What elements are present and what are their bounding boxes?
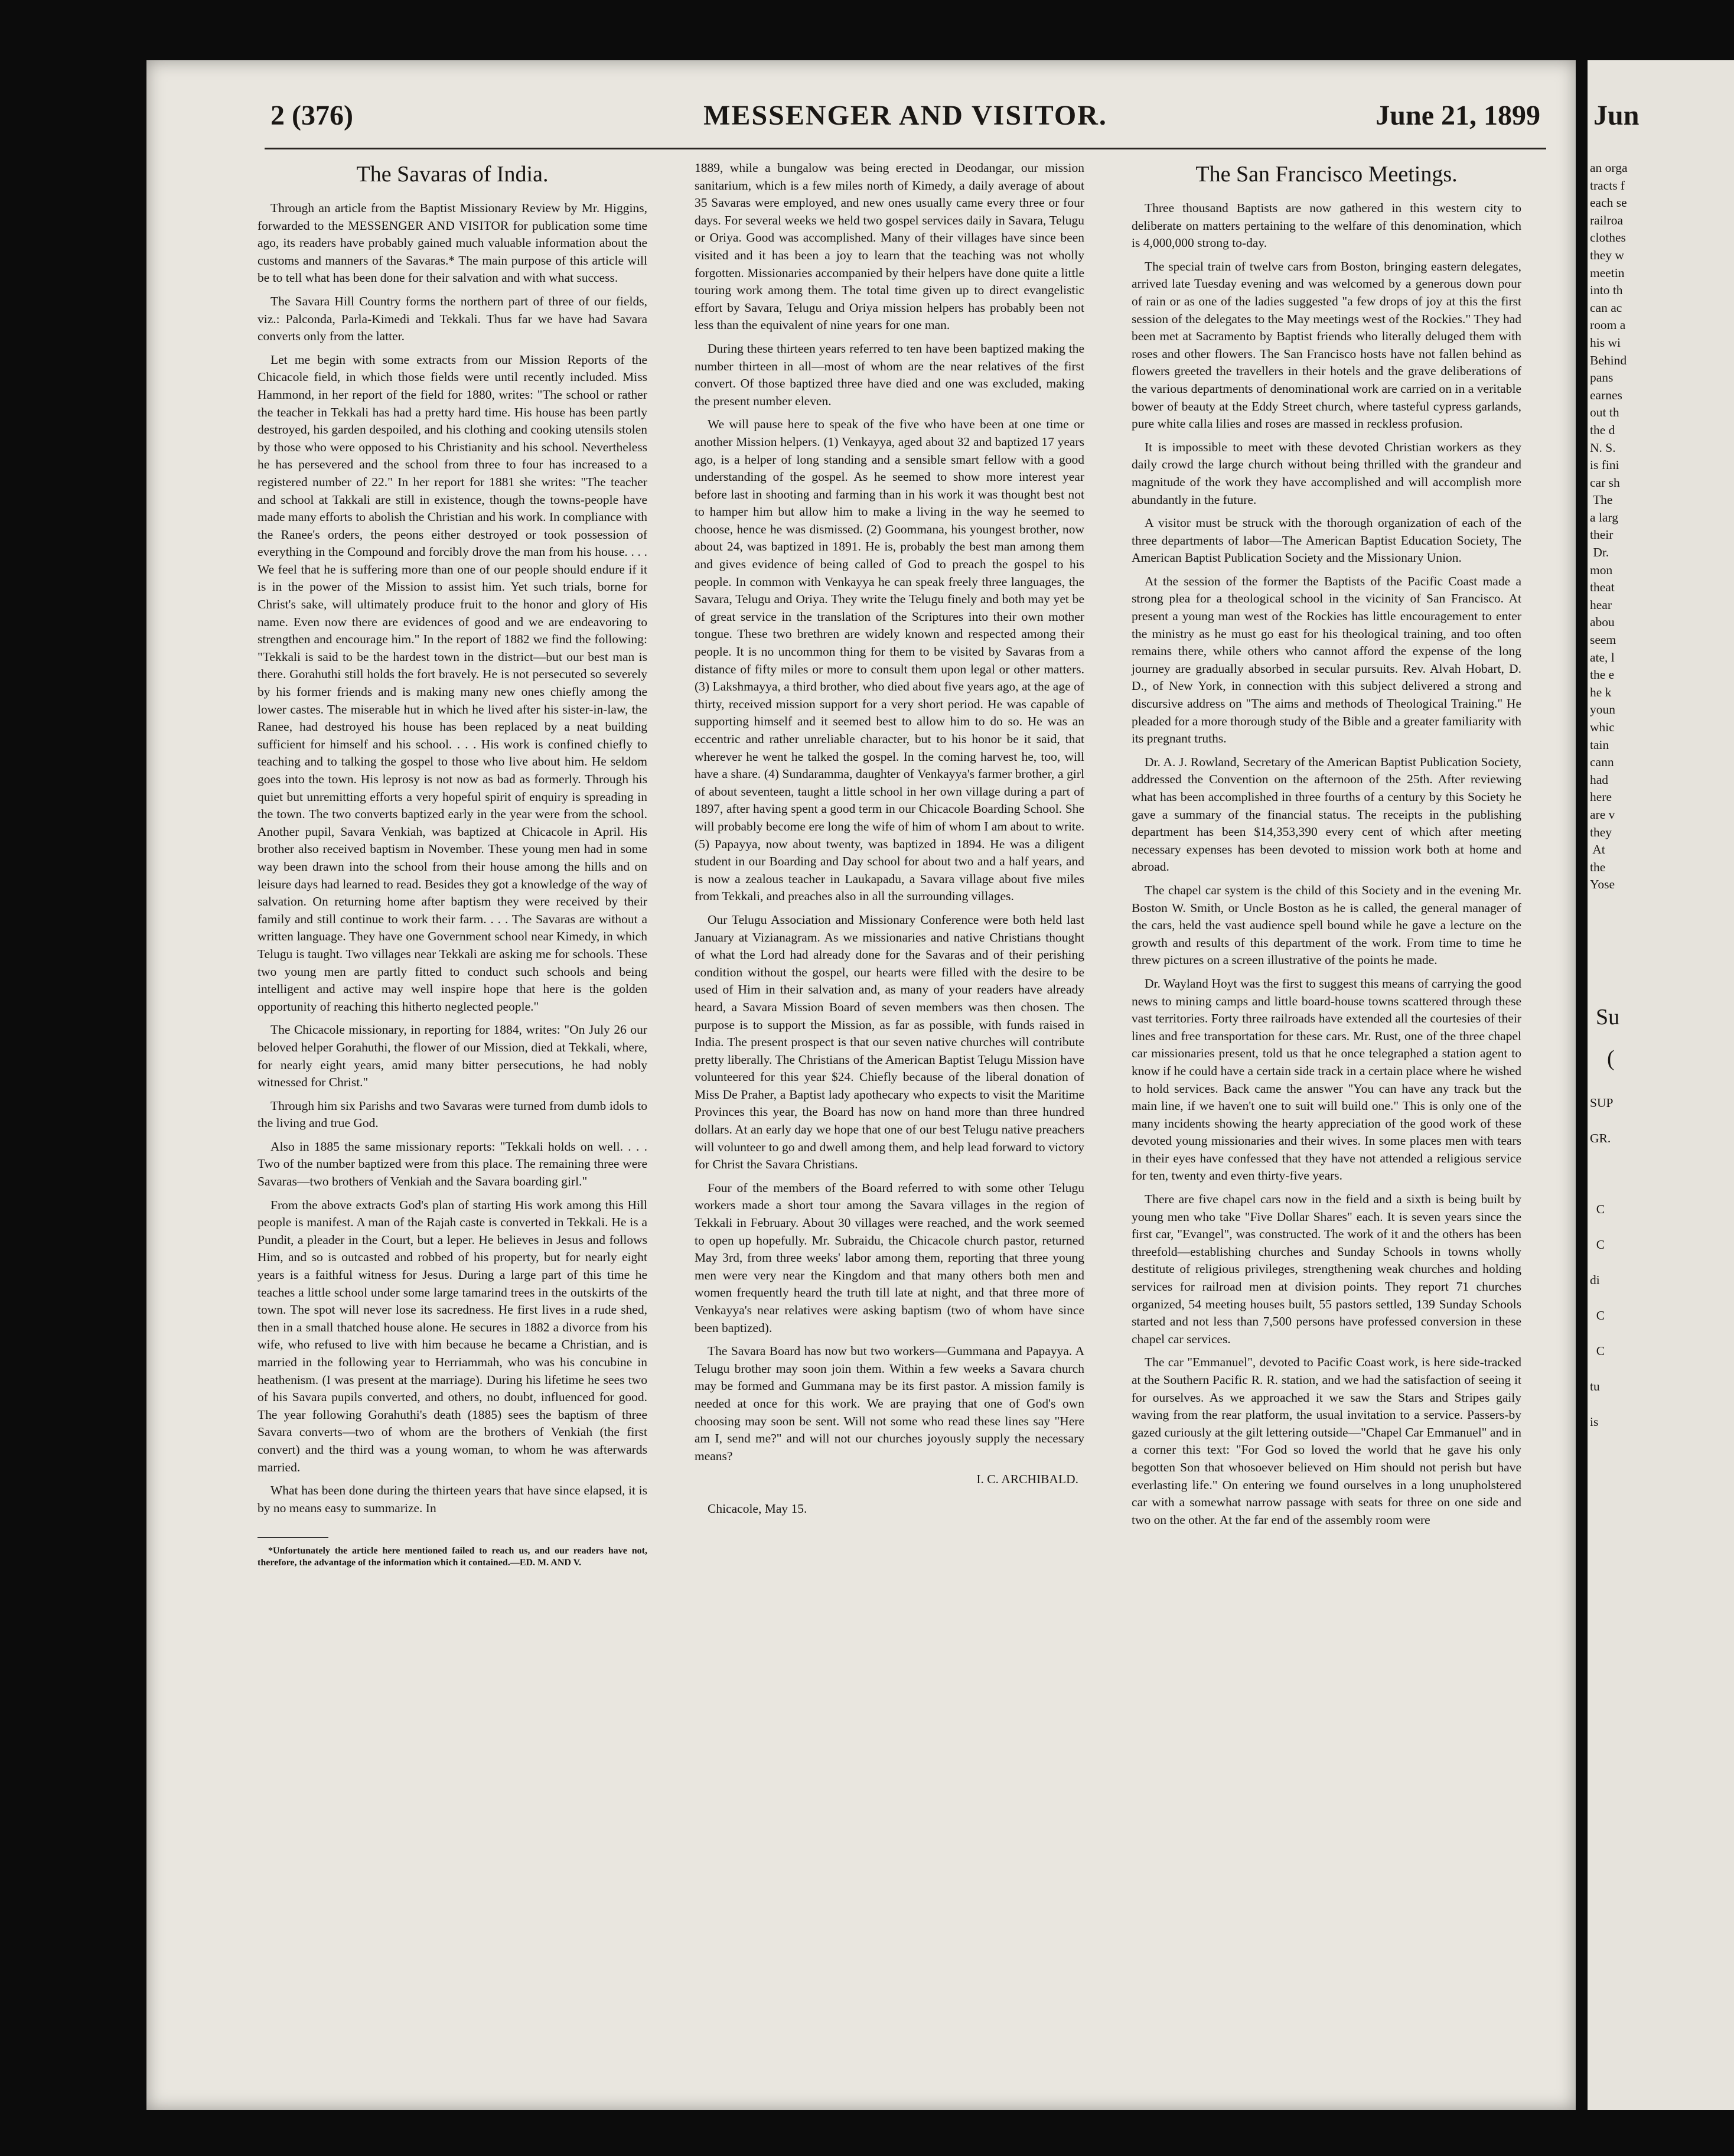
paragraph: Four of the members of the Board referred to with some other Telugu workers made a short tour among the Savara villages in the region of Tekkali in February. About 30 villages were reached, and the work seemed to open up hopefully. Mr. Subraidu, the Chicacole church pastor, returned May 3rd, from three weeks' labor among them, reporting that three young men were very near the Kingdom and that many others both men and women frequently heard the truth till late at night, and that three more of Venkayya's near relatives were asking baptism (two of whom have since been baptized). — [695, 1180, 1084, 1335]
paragraph: Through him six Parishs and two Savaras were turned from dumb idols to the living and true God. — [258, 1098, 647, 1131]
paragraph: Let me begin with some extracts from our Mission Reports of the Chicacole field, in which those fields were until recently included. Miss Hammond, in her report of the field for 1880, writes: "The school or rather the teacher in Tekkali has had a pretty hard time. His house has been partly destroyed, his garden despoiled, and his clothing and cooking utensils stolen by those who were opposed to his Christianity and his school. Nevertheless he has persevered and the school from three to four has increased to a registered number of 22." In her report for 1881 she writes: "The teacher and school at Takkali are still in existence, though the towns-people have made many efforts to abolish the Christian and his work. In compliance with the Ranee's orders, the peons either destroyed or took possession of everything in the Compound and forcibly drove the man from his house. . . . We feel that he is suffering more than one of our people should endure if it is in the power of the Mission to assist him. Yet such trials, borne for Christ's sake, will ultimately produce fruit to the honor and glory of His name. Even now there are evidences of good and we are endeavoring to strengthen and encourage him." In the report of 1882 we find the following: "Tekkali is said to be the hardest town in the district—but our best man is there. Gorahuthi still holds the fort bravely. He is not persecuted so severely by his former friends and is making many new ones chiefly among the lower castes. The miserable hut in which he lived after his sister-in-law, the Ranee, had destroyed his house has been replaced by a neat building sufficient for himself and his school. . . . His work is confined chiefly to teaching and to talking the gospel to those who live about him. He seldom goes into the town. His leprosy is not now as bad as formerly. Through his quiet but unremitting efforts a very hopeful spirit of enquiry is spreading in the town. The two converts baptized early in the year were from the school. Another pupil, Savara Venkiah, was baptized at Chicacole in April. His brother also received baptism in November. These young men had in some way been drawn into the school from their house among the hills and on leisure days had learned to read. Besides they got a knowledge of the way of salvation. On returning home after baptism they were received by their family and still continue to work their farm. . . . The Savaras are without a written language. They have one Government school near Kimedy, in which Telugu is taught. Two villages near Tekkali are asking me for schools. These two young men are partly fitted to conduct such schools and being intelligent and active may well inspire hope that here is the golden opportunity of reaching this hitherto neglected people." — [258, 352, 647, 1014]
paragraph: 1889, while a bungalow was being erected in Deodangar, our mission sanitarium, which is a few miles north of Kimedy, a daily average of about 35 Savaras were employed, and new ones usually came every three or four days. For several weeks we held two gospel services daily in Savara, Telugu or Oriya. Good was accomplished. Many of their villages have since been visited and it has been a joy to learn that the teaching was not wholly forgotten. Missionaries accompanied by their helpers have done quite a little touring work among them. The total time given up to direct evangelistic effort by Savara, Telugu and Oriya mission helpers has probably been not less than the equivalent of nine years for one man. — [695, 161, 1084, 333]
adjacent-page-text: an orga tracts f each se railroa clothes they w meetin into th can ac room a his wi Behind pans earnes out th the d N. S. is fini car sh The a larg their Dr. mon theat hear abou seem ate, l the e he k youn whic tain cann had here are v they At the Yose — [1590, 161, 1628, 892]
paragraph: From the above extracts God's plan of starting His work among this Hill people is manifest. A man of the Rajah caste is converted in Tekkali. He is a Pundit, a pleader in the Court, but a leper. He believes in Jesus and follows Him, and so is outcasted and robbed of his property, but for nearly eight years is a faithful witness for Jesus. During a large part of this time he teaches a little school under some large tamarind trees in the outskirts of the town. The spot will never lose its sacredness. He first lives in a rude shed, then in a small thatched house alone. He secures in 1882 a divorce from his wife, who refused to live with him because he became a Christian, and is married in the following year to Herriammah, who was his concubine in heathenism. (I was present at the marriage). During his lifetime he sees two of his Savara pupils converted, and others, no doubt, influenced for good. The year following Gorahuthi's death (1885) sees the baptism of three Savara converts—two of whom are the brothers of Venkiah (the first convert) and the third was a young woman, to whom he was afterwards married. — [258, 1197, 647, 1474]
footnote-rule — [258, 1537, 328, 1538]
article-title: The Savaras of India. — [356, 162, 549, 187]
paragraph: The Chicacole missionary, in reporting for 1884, writes: "On July 26 our beloved helper Gorahuthi, the flower of our Mission, died at Tekkali, where, for nearly eight years, amid many bitter persecutions, he had nobly witnessed for Christ." — [258, 1022, 647, 1090]
paper-title: MESSENGER AND VISITOR. — [703, 100, 1107, 131]
paragraph: It is impossible to meet with these devoted Christian workers as they daily crowd the large church without being thrilled with the grandeur and magnitude of the work they have accomplished and will accomplish more abundantly in the future. — [1132, 439, 1521, 507]
issue-date: June 21, 1899 — [1376, 100, 1540, 131]
dateline: Chicacole, May 15. — [708, 1501, 807, 1516]
paragraph: There are five chapel cars now in the field and a sixth is being built by young men who take "Five Dollar Shares" each. It is seven years since the first car, "Evangel", was constructed. The work of it and the others has been threefold—establishing churches and Sunday Schools in towns wholly destitute of religious privileges, strengthening weak churches and holding services for railroad men at division points. They report 71 churches organized, 54 meeting houses built, 55 pastors settled, 139 Sunday Schools started and not less than 7,500 persons have professed conversion in these chapel car services. — [1132, 1192, 1521, 1346]
column-2 — [695, 159, 1084, 1518]
paragraph: At the session of the former the Baptists of the Pacific Coast made a strong plea for a theological school in the vicinity of San Francisco. At present a young man west of the Rockies has little encouragement to enter the ministry as he must go east for his theological training, and too often remains there, while others who cannot afford the expense of the long journey are gradually absorbed in secular pursuits. Rev. Alvah Hobart, D. D., of New York, in connection with this subject delivered a strong and discursive address on "The aims and methods of Theological Training." He pleaded for a more thorough study of the Bible and a greater familiarity with its pregnant truths. — [1132, 574, 1521, 746]
paragraph: What has been done during the thirteen years that have since elapsed, it is by no means easy to summarize. In — [258, 1483, 647, 1515]
paragraph: A visitor must be struck with the thorough organization of each of the three departments of labor—The American Baptist Education Society, The American Baptist Publication Society and the Missionary Union. — [1132, 516, 1521, 565]
paragraph: Also in 1885 the same missionary reports: "Tekkali holds on well. . . . Two of the number baptized were from this place. The remaining three were Savaras—two brothers of Venkiah and the Savara boarding girl." — [258, 1139, 647, 1189]
paragraph: Our Telugu Association and Missionary Conference were both held last January at Vizianagram. As we missionaries and native Christians thought of what the Lord had already done for the Savaras and of their perishing condition without the gospel, our hearts were filled with the desire to be used of Him in their salvation and, as many of your readers have already heard, a Savara Mission Board of seven members was then chosen. The purpose is to support the Mission, as far as possible, with funds raised in India. The present prospect is that our seven native churches will contribute pretty liberally. The Christians of the American Baptist Telugu Mission have volunteered for this year $24. Chiefly because of the liberal donation of Miss De Praher, a Baptist lady apothecary who expects to visit the Maritime Provinces this year, the Board has now on hand more than three hundred dollars. At an early day we hope that one of our best Telugu native preachers will volunteer to go and dwell among them, and help lead forward to victory for Christ the Savara Christians. — [695, 912, 1084, 1172]
adjacent-page-header: Jun — [1593, 100, 1640, 131]
adjacent-page-heading: Su ( — [1596, 1005, 1620, 1071]
paragraph: The Savara Hill Country forms the northern part of three of our fields, viz.: Palconda, Parla-Kimedi and Tekkali. Thus far we have had Savara converts only from the latter. — [258, 294, 647, 344]
paragraph: The chapel car system is the child of this Society and in the evening Mr. Boston W. Smith, or Uncle Boston as he is called, the general manager of the cars, held the vast audience spell bound while he gave a lecture on the growth and results of this department of the work. From time to time he threw pictures on a screen illustrative of the points he made. — [1132, 882, 1521, 968]
author-signature: I. C. ARCHIBALD. — [976, 1472, 1078, 1487]
page-gutter — [1576, 60, 1588, 2110]
paragraph: We will pause here to speak of the five who have been at one time or another Mission helpers. (1) Venkayya, aged about 32 and baptized 17 years ago, is a helper of long standing and a sensible smart fellow with a good understanding of the gospel. As he seemed to show more interest year before last in shooting and farming than in his work it was thought best not to hamper him but allow him to make a living in the way he seemed to choose, hence he was dismissed. (2) Goommana, his youngest brother, now about 24, was baptized in 1891. He is, probably the best man among them and gives evidence of being called of God to preach the gospel to his people. In common with Venkayya he can speak freely three languages, the Savara, Telugu and Oriya. They write the Telugu finely and both may yet be of great service in the translation of the Scriptures into their own mother tongue. These two brethren are widely known and respected among their people. It is no uncommon thing for them to be visited by Savaras from a distance of fifty miles or more to consult them upon legal or other matters. (3) Lakshmayya, a third brother, who died about five years ago, at the age of thirty, received mission support for a very short period. He was capable of supporting himself and it seemed best to allow him to do so. He was an eccentric and rather unreliable character, but to his honor be it said, that wherever he went he talked the gospel. In the coming harvest he, too, will have a share. (4) Sundaramma, daughter of Venkayya's farmer brother, a girl of about seventeen, taught a little school in her own village during a part of 1897, after having spent a good term in our Chicacole Boarding School. She will probably become ere long the wife of him of whom I am about to write. (5) Papayya, now about twenty, was baptized in 1894. He was a diligent student in our Boarding and Day school for about two and a half years, and is now a zealous teacher in Laukapadu, a Savara village about five miles from Tekkali, and preaches also in all the surrounding villages. — [695, 417, 1084, 904]
article-title: The San Francisco Meetings. — [1195, 162, 1458, 187]
paragraph: Dr. Wayland Hoyt was the first to suggest this means of carrying the good news to mining camps and little board-house towns scattered through these vast territories. Forty three railroads have extended all the courtesies of their lines and free transportation for these cars. Mr. Rust, one of the three chapel car missionaries present, told us that he once telegraphed a station agent to know if he could have a certain side track in a certain place where he wished to hold services. Back came the answer "You can have any track but the main line, if we haven't one to suit will build one." This is only one of the many incidents showing the hearty appreciation of the good work of these devoted young missionaries and their wives. In some places men with tears in their eyes have confessed that they have not attended a religious service for ten, twenty and even thirty-five years. — [1132, 976, 1521, 1183]
footnote: *Unfortunately the article here mentioned failed to reach us, and our readers have not, therefore, the advantage of the information which it contained.—ED. M. AND V. — [258, 1546, 647, 1568]
column-1 — [258, 159, 647, 1569]
paragraph: Dr. A. J. Rowland, Secretary of the American Baptist Publication Society, addressed the Convention on the afternoon of the 25th. After reviewing what has been accomplished in three fourths of a century by this Society he gave a summary of the financial status. The receipts in the publishing department has been $14,353,390 every cent of which after meeting necessary expenses has been devoted to mission work both at home and abroad. — [1132, 754, 1521, 874]
masthead — [270, 99, 1540, 142]
paragraph: Through an article from the Baptist Missionary Review by Mr. Higgins, forwarded to the MESSENGER AND VISITOR for publication some time ago, its readers have probably gained much valuable information about the customs and manners of the Savaras.* The main purpose of this article will be to tell what has been done for their salvation and with what success. — [258, 201, 647, 285]
adjacent-page-edge — [1588, 60, 1734, 2110]
paragraph: Three thousand Baptists are now gathered in this western city to deliberate on matters pertaining to the welfare of this denomination, which is 4,000,000 strong to-day. — [1132, 201, 1521, 250]
newspaper-page — [146, 60, 1576, 2110]
page-number: 2 (376) — [270, 100, 353, 131]
paragraph: During these thirteen years referred to ten have been baptized making the number thirteen in all—most of whom are the near relatives of the first convert. Of those baptized three have died and one was excluded, making the present number eleven. — [695, 341, 1084, 408]
column-3 — [1132, 159, 1521, 1535]
paragraph: The Savara Board has now but two workers—Gummana and Papayya. A Telugu brother may soon join them. Within a few weeks a Savara church may be formed and Gummana may be its first pastor. A mission family is needed at once for this work. We are praying that one of God's own choosing may soon be sent. Will not some who read these lines say "Here am I, send me?" and will not our churches joyously supply the necessary means? — [695, 1344, 1084, 1463]
masthead-rule — [265, 148, 1546, 149]
paragraph: The car "Emmanuel", devoted to Pacific Coast work, is here side-tracked at the Southern Pacific R. R. station, and we had the satisfaction of seeing it for ourselves. As we approached it we saw the Stars and Stripes gaily waving from the rear platform, the usual invitation to a service. Passers-by gazed curiously at the gilt lettering outside—"Chapel Car Emmanuel" and in a corner this text: "For God so loved the world that he gave his only begotten Son that whosoever believed on Him should not perish but have everlasting life." On entering we found ourselves in a long unupholstered car with a somewhat narrow passage with seats for three on one side and two on the other. At the far end of the assembly room were — [1132, 1355, 1521, 1527]
paragraph: The special train of twelve cars from Boston, bringing eastern delegates, arrived late Tuesday evening and was welcomed by a generous down pour of rain or as one of the ladies suggested "a few drops of joy at this the first session of the delegates to the May meetings west of the Rockies." They had been met at Sacramento by Baptist friends who literally deluged them with roses and other flowers. The San Francisco hosts have not fallen behind as flowers greeted the travellers in their hotels and the grave deliberations of the various departments of denominational work are carried on in a veritable bower of beauty at the Eddy Street church, where tasteful cypress garlands, pure white calla lilies and roses are massed in reckless profusion. — [1132, 259, 1521, 431]
adjacent-page-list: SUP GR. C C di C C tu is — [1590, 1096, 1614, 1429]
